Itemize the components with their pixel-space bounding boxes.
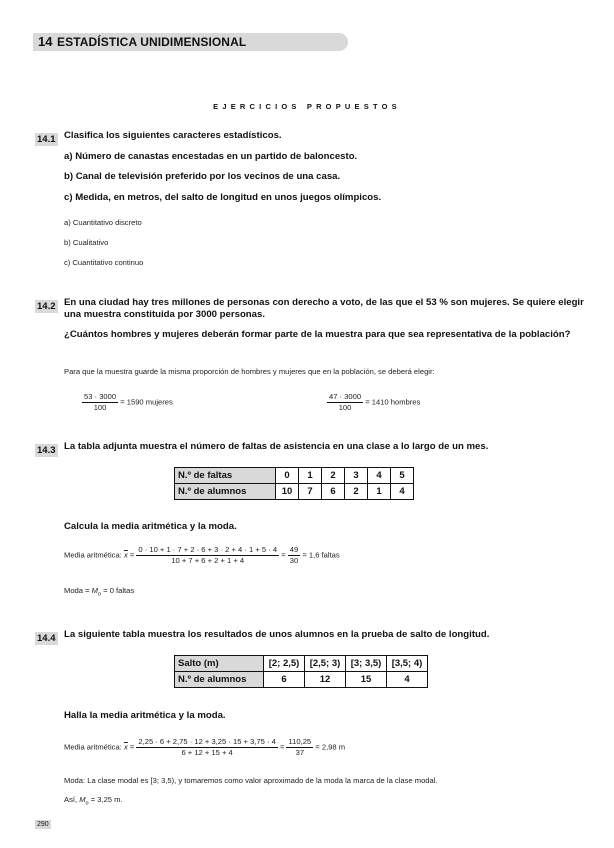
chapter-header <box>33 33 348 51</box>
chapter-number: 14 <box>38 34 53 49</box>
exercise-number: 14.2 <box>37 301 56 312</box>
answer-item: b) Cualitativo <box>64 238 109 247</box>
table-header-cell: N.º de alumnos <box>175 484 276 500</box>
formula-women: $\frac{53 \cdot 3000}{100}$ = 1590 mujeres <box>84 392 173 412</box>
table-cell: 6 <box>322 484 345 500</box>
table-cell: 5 <box>391 468 414 484</box>
table-cell: 10 <box>276 484 299 500</box>
exercise-question: La siguiente tabla muestra los resultados de unos alumnos en la prueba de salto de longitud. <box>64 629 490 640</box>
exercise-question: ¿Cuántos hombres y mujeres deberán formar parte de la muestra para que sea representativa de la población? <box>64 329 571 340</box>
table-cell: 15 <box>346 672 387 688</box>
answer-item: a) Cuantitativo discreto <box>64 218 142 227</box>
absences-table <box>174 467 414 500</box>
table-cell: [2; 2,5) <box>264 656 305 672</box>
table-cell: [2,5; 3) <box>305 656 346 672</box>
exercise-number: 14.3 <box>37 445 56 456</box>
mean-formula: Media aritmética: $\overline{x}$ = $\frac{0 \cdot 10 + 1 \cdot 7 + 2 \cdot 6 + 3 \cdot 2 + 4 \cdot 1 + 5 \cdot 4}{10 + 7 + 6 + 2 + 1 + 4}$ = $\frac{49}{30}$ = 1,6 faltas <box>64 545 340 565</box>
table-cell: 3 <box>345 468 368 484</box>
mode-explanation: Moda: La clase modal es [3; 3,5), y tomaremos como valor aproximado de la moda la marca de la clase modal. <box>64 776 438 785</box>
page-number: 290 <box>37 821 49 828</box>
table-row <box>175 484 414 500</box>
table-row <box>175 656 428 672</box>
exercise-question: Clasifica los siguientes caracteres estadísticos. <box>64 130 282 141</box>
table-header-cell: Salto (m) <box>175 656 264 672</box>
table-cell: 6 <box>264 672 305 688</box>
table-header-cell: N.º de alumnos <box>175 672 264 688</box>
exercise-subquestion: Calcula la media aritmética y la moda. <box>64 521 237 532</box>
formula-men: $\frac{47 \cdot 3000}{100}$ = 1410 hombres <box>329 392 421 412</box>
table-cell: 12 <box>305 672 346 688</box>
exercise-question: La tabla adjunta muestra el número de faltas de asistencia en una clase a lo largo de un mes. <box>64 441 489 452</box>
table-cell: [3; 3,5) <box>346 656 387 672</box>
table-cell: 1 <box>368 484 391 500</box>
section-title: EJERCICIOS PROPUESTOS <box>213 102 401 111</box>
mode-result: Moda = $M_o = 0$ faltas <box>64 586 135 598</box>
table-row <box>175 672 428 688</box>
answer-intro: Para que la muestra guarde la misma proporción de hombres y mujeres que en la población, se deberá elegir: <box>64 367 435 376</box>
table-cell: 1 <box>299 468 322 484</box>
table-header-cell: N.º de faltas <box>175 468 276 484</box>
question-item: b) Canal de televisión preferido por los vecinos de una casa. <box>64 171 341 182</box>
exercise-question: En una ciudad hay tres millones de personas con derecho a voto, de las que el 53 % son mujeres. Se quiere elegir una muestra constituida por 3000 personas. <box>64 297 584 320</box>
table-cell: 4 <box>387 672 428 688</box>
table-row <box>175 468 414 484</box>
table-cell: 4 <box>368 468 391 484</box>
exercise-number: 14.4 <box>37 633 56 644</box>
question-item: a) Número de canastas encestadas en un partido de baloncesto. <box>64 151 358 162</box>
table-cell: 7 <box>299 484 322 500</box>
table-cell: 2 <box>345 484 368 500</box>
question-item: c) Medida, en metros, del salto de longitud en unos juegos olímpicos. <box>64 192 382 203</box>
exercise-number: 14.1 <box>37 134 56 145</box>
chapter-title: ESTADÍSTICA UNIDIMENSIONAL <box>57 35 247 49</box>
mean-formula: Media aritmética: $\overline{x}$ = $\frac{2,25 \cdot 6 + 2,75 \cdot 12 + 3,25 \cdot 15 + 3,75 \cdot 4}{6 + 12 + 15 + 4}$ = $\frac{110,25}{37}$ = 2,98 m <box>64 737 346 757</box>
table-cell: 4 <box>391 484 414 500</box>
answer-item: c) Cuantitativo continuo <box>64 258 144 267</box>
table-cell: 0 <box>276 468 299 484</box>
table-cell: [3,5; 4) <box>387 656 428 672</box>
exercise-subquestion: Halla la media aritmética y la moda. <box>64 710 226 721</box>
table-cell: 2 <box>322 468 345 484</box>
jump-table <box>174 655 428 688</box>
mode-result: Así, $M_o = 3,25$ m. <box>64 795 123 807</box>
